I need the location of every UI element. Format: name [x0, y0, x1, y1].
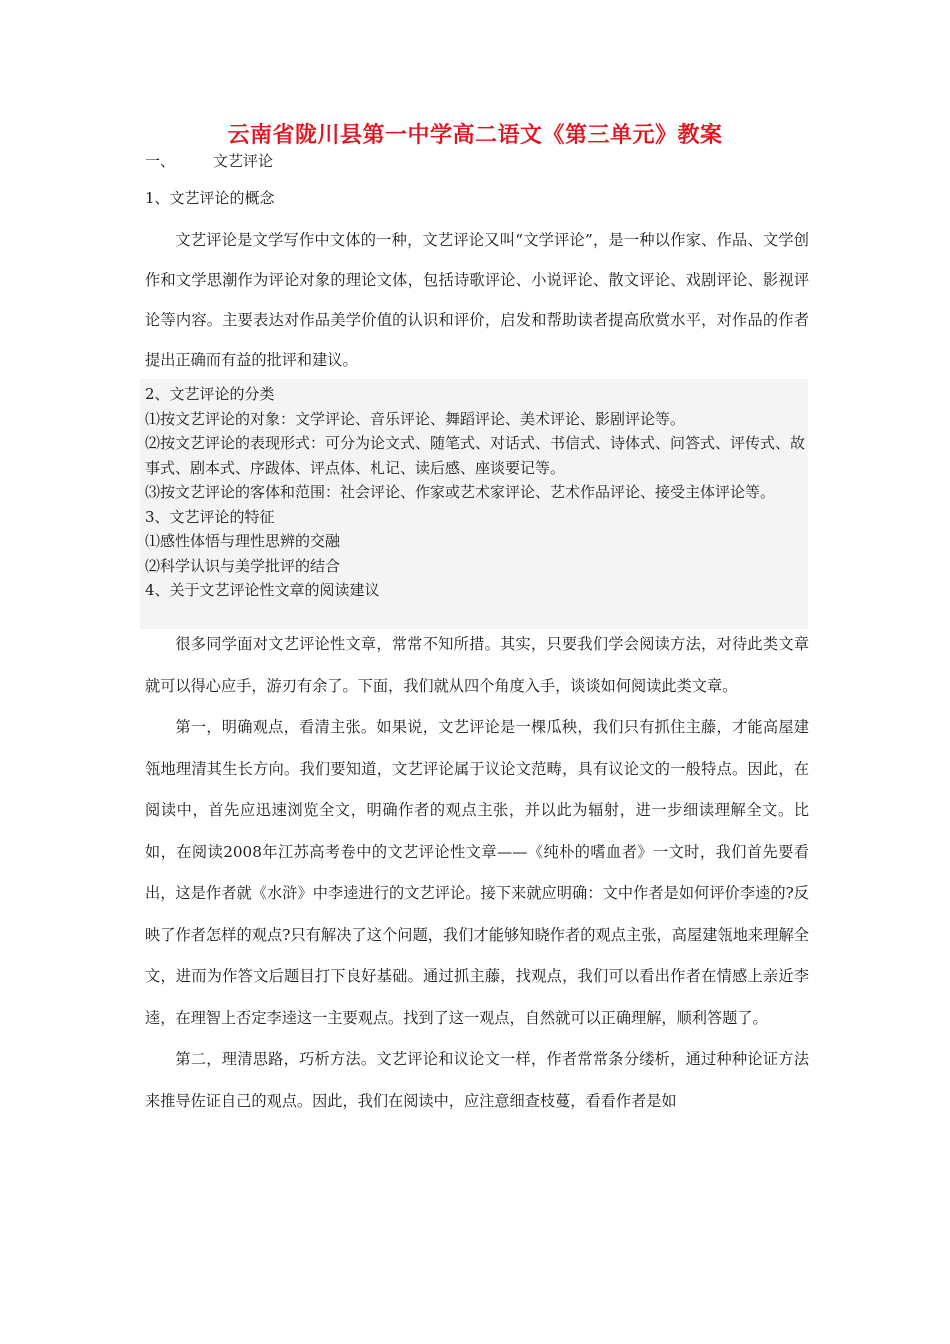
body-paragraph: 第二，理清思路，巧析方法。文艺评论和议论文一样，作者常常条分缕析，通过种种论证方法来推导佐证自己的观点。因此，我们在阅读中，应注意细查枝蔓，看看作者是如	[145, 1050, 809, 1110]
section-heading-one	[145, 150, 273, 171]
document-title: 云南省陇川县第一中学高二语文《第三单元》教案	[227, 122, 723, 148]
block-line: ⑶按文艺评论的客体和范围：社会评论、作家或艺术家评论、艺术作品评论、接受主体评论等。	[145, 483, 776, 501]
concept-paragraph: 文艺评论是文学写作中文体的一种，文艺评论又叫“文学评论”，是一种以作家、作品、文学创作和文学思潮作为评论对象的理论文体，包括诗歌评论、小说评论、散文评论、戏剧评论、影视评论等内容。主要表达对作品美学价值的认识和评价，启发和帮助读者提高欣赏水平，对作品的作者提出正确而有益的批评和建议。	[145, 231, 809, 369]
body-paragraph: 第一，明确观点，看清主张。如果说，文艺评论是一棵瓜秧，我们只有抓住主藤，才能高屋建瓴地理清其生长方向。我们要知道，文艺评论属于议论文范畴，具有议论文的一般特点。因此，在阅读中，首先应迅速浏览全文，明确作者的观点主张，并以此为辐射，进一步细读理解全文。比如，在阅读2008年江苏高考卷中的文艺评论性文章——《纯朴的嗜血者》一文时，我们首先要看出，这是作者就《水浒》中李逵进行的文艺评论。接下来就应明确：文中作者是如何评价李逵的?反映了作者怎样的观点?只有解决了这个问题，我们才能够知晓作者的观点主张，高屋建瓴地来理解全文，进而为作答文后题目打下良好基础。通过抓主藤，找观点，我们可以看出作者在情感上亲近李逵，在理智上否定李逵这一主要观点。找到了这一观点，自然就可以正确理解，顺利答题了。	[145, 718, 809, 1027]
block-line: 2、文艺评论的分类	[145, 385, 275, 403]
subheading-concept: 1、文艺评论的概念	[145, 189, 275, 207]
section-number: 一、	[145, 152, 176, 170]
reading-advice-section	[145, 624, 809, 1122]
block-line: ⑴感性体悟与理性思辨的交融	[145, 532, 341, 550]
block-line: ⑴按文艺评论的对象：文学评论、音乐评论、舞蹈评论、美术评论、影剧评论等。	[145, 409, 686, 428]
block-line: ⑵按文艺评论的表现形式：可分为论文式、随笔式、对话式、书信式、诗体式、问答式、评传式、故事式、剧本式、序跋体、评点体、札记、读后感、座谈要记等。	[145, 434, 806, 477]
block-line: 4、关于文艺评论性文章的阅读建议	[145, 581, 380, 599]
block-line: ⑵科学认识与美学批评的结合	[145, 556, 341, 575]
body-paragraph: 很多同学面对文艺评论性文章，常常不知所措。其实，只要我们学会阅读方法，对待此类文章就可以得心应手，游刃有余了。下面，我们就从四个角度入手，谈谈如何阅读此类文章。	[145, 635, 809, 695]
shaded-outline-block	[140, 379, 808, 629]
section-label: 文艺评论	[213, 152, 274, 170]
block-line: 3、文艺评论的特征	[145, 507, 275, 526]
